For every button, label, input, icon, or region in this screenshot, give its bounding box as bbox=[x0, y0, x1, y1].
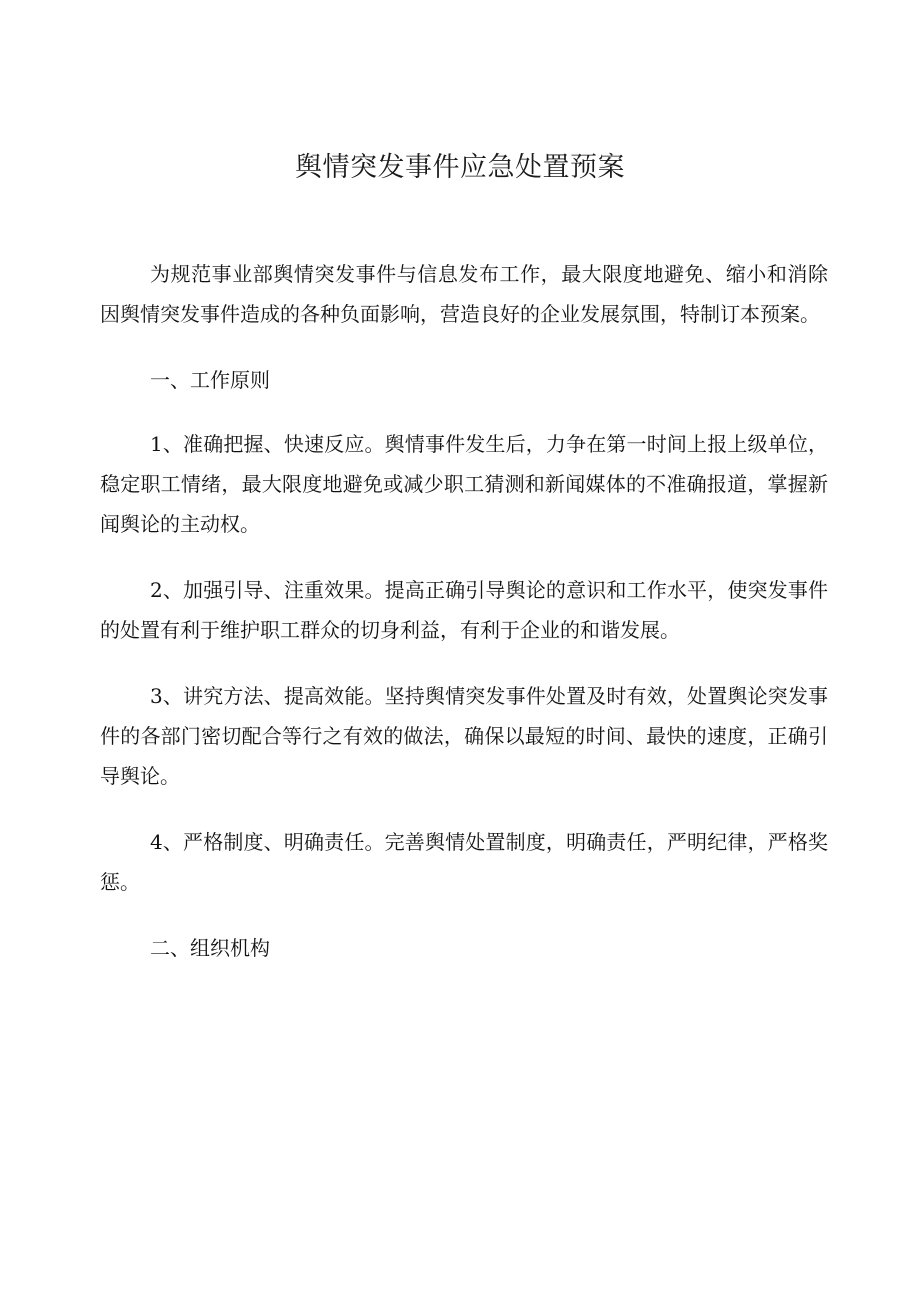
section-heading-organization: 二、组织机构 bbox=[150, 936, 270, 960]
principle-paragraph-3: 3、讲究方法、提高效能。坚持舆情突发事件处置及时有效，处置舆论突发事件的各部门密切配合等行之有效的做法，确保以最短的时间、最快的速度，正确引导舆论。 bbox=[100, 684, 828, 788]
intro-paragraph: 为规范事业部舆情突发事件与信息发布工作，最大限度地避免、缩小和消除因舆情突发事件造成的各种负面影响，营造良好的企业发展氛围，特制订本预案。 bbox=[100, 262, 828, 326]
principle-paragraph-2: 2、加强引导、注重效果。提高正确引导舆论的意识和工作水平，使突发事件的处置有利于维护职工群众的切身利益，有利于企业的和谐发展。 bbox=[100, 578, 828, 642]
principle-paragraph-4: 4、严格制度、明确责任。完善舆情处置制度，明确责任，严明纪律，严格奖惩。 bbox=[100, 830, 828, 894]
document-body bbox=[100, 254, 828, 992]
document-title: 舆情突发事件应急处置预案 bbox=[295, 152, 625, 183]
principle-paragraph-1: 1、准确把握、快速反应。舆情事件发生后，力争在第一时间上报上级单位，稳定职工情绪，最大限度地避免或减少职工猜测和新闻媒体的不准确报道，掌握新闻舆论的主动权。 bbox=[100, 432, 828, 536]
section-heading-principles: 一、工作原则 bbox=[150, 368, 270, 392]
